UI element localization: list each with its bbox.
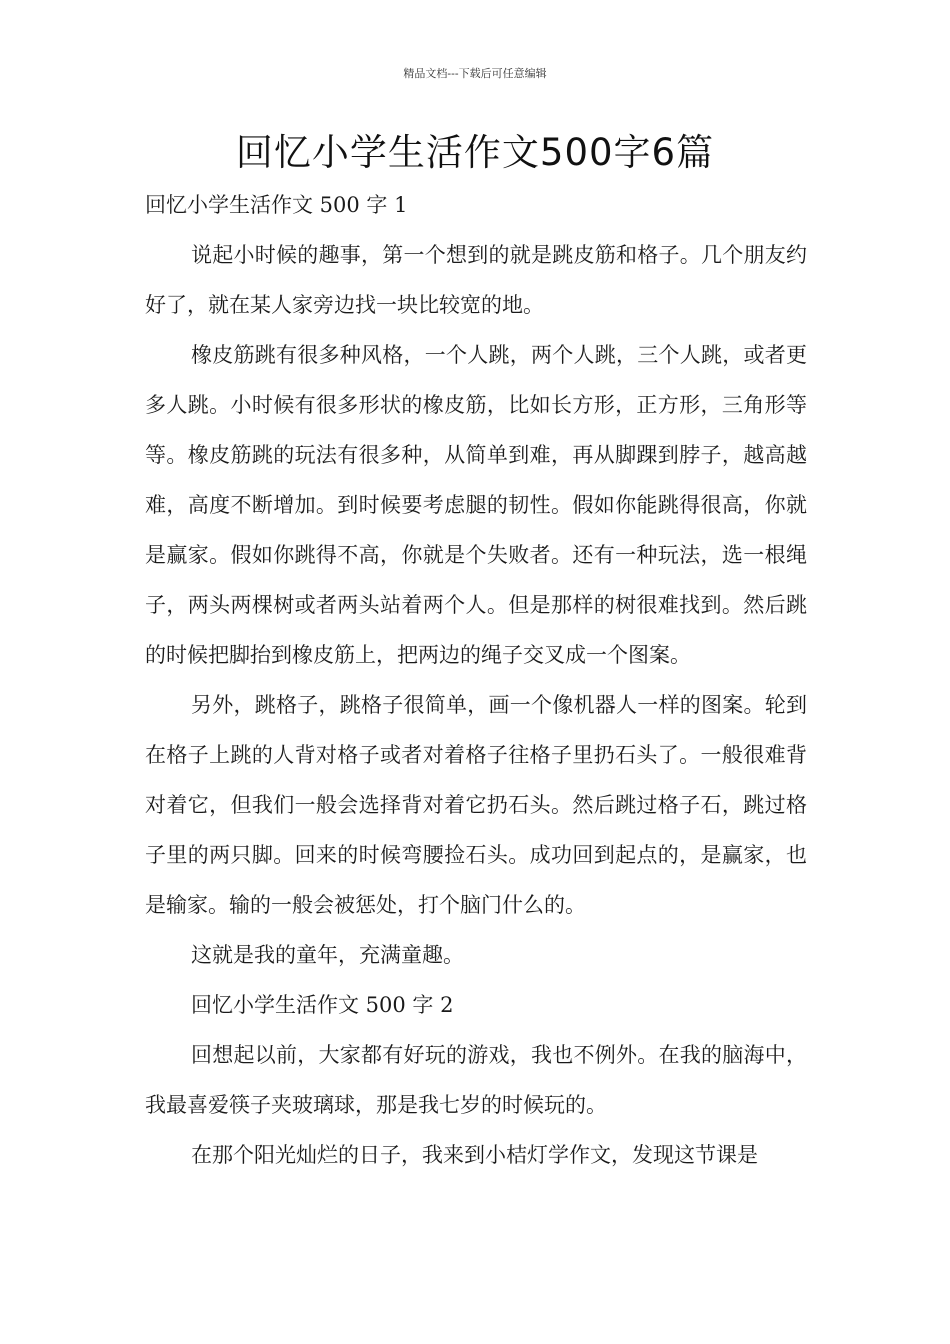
document-title: 回忆小学生活作文500字6篇: [235, 131, 715, 174]
paragraph-4: 这就是我的童年，充满童趣。: [191, 943, 464, 967]
paragraph-2: 橡皮筋跳有很多种风格，一个人跳，两个人跳，三个人跳，或者更多人跳。小时候有很多形状的橡皮筋，比如长方形，正方形，三角形等等。橡皮筋跳的玩法有很多种，从简单到难，再从脚踝到脖子，越高越难，高度不断增加。到时候要考虑腿的韧性。假如你能跳得很高，你就是赢家。假如你跳得不高，你就是个失败者。还有一种玩法，选一根绳子，两头两棵树或者两头站着两个人。但是那样的树很难找到。然后跳的时候把脚抬到橡皮筋上，把两边的绳子交叉成一个图案。: [145, 343, 807, 667]
paragraph-5: 回想起以前，大家都有好玩的游戏，我也不例外。在我的脑海中，我最喜爱筷子夹玻璃球，那是我七岁的时候玩的。: [145, 1043, 807, 1117]
section-heading-2: 回忆小学生活作文 500 字 2: [191, 993, 454, 1017]
paragraph-3: 另外，跳格子，跳格子很简单，画一个像机器人一样的图案。轮到在格子上跳的人背对格子或者对着格子往格子里扔石头了。一般很难背对着它，但我们一般会选择背对着它扔石头。然后跳过格子石，跳过格子里的两只脚。回来的时候弯腰捡石头。成功回到起点的，是赢家，也是输家。输的一般会被惩处，打个脑门什么的。: [145, 693, 807, 917]
section-heading-1: 回忆小学生活作文 500 字 1: [145, 193, 408, 217]
paragraph-1: 说起小时候的趣事，第一个想到的就是跳皮筋和格子。几个朋友约好了，就在某人家旁边找一块比较宽的地。: [145, 243, 807, 317]
paragraph-6: 在那个阳光灿烂的日子，我来到小桔灯学作文，发现这节课是: [191, 1143, 758, 1167]
page-header: 精品文档---下载后可任意编辑: [403, 67, 547, 80]
document-body: [145, 180, 807, 1180]
